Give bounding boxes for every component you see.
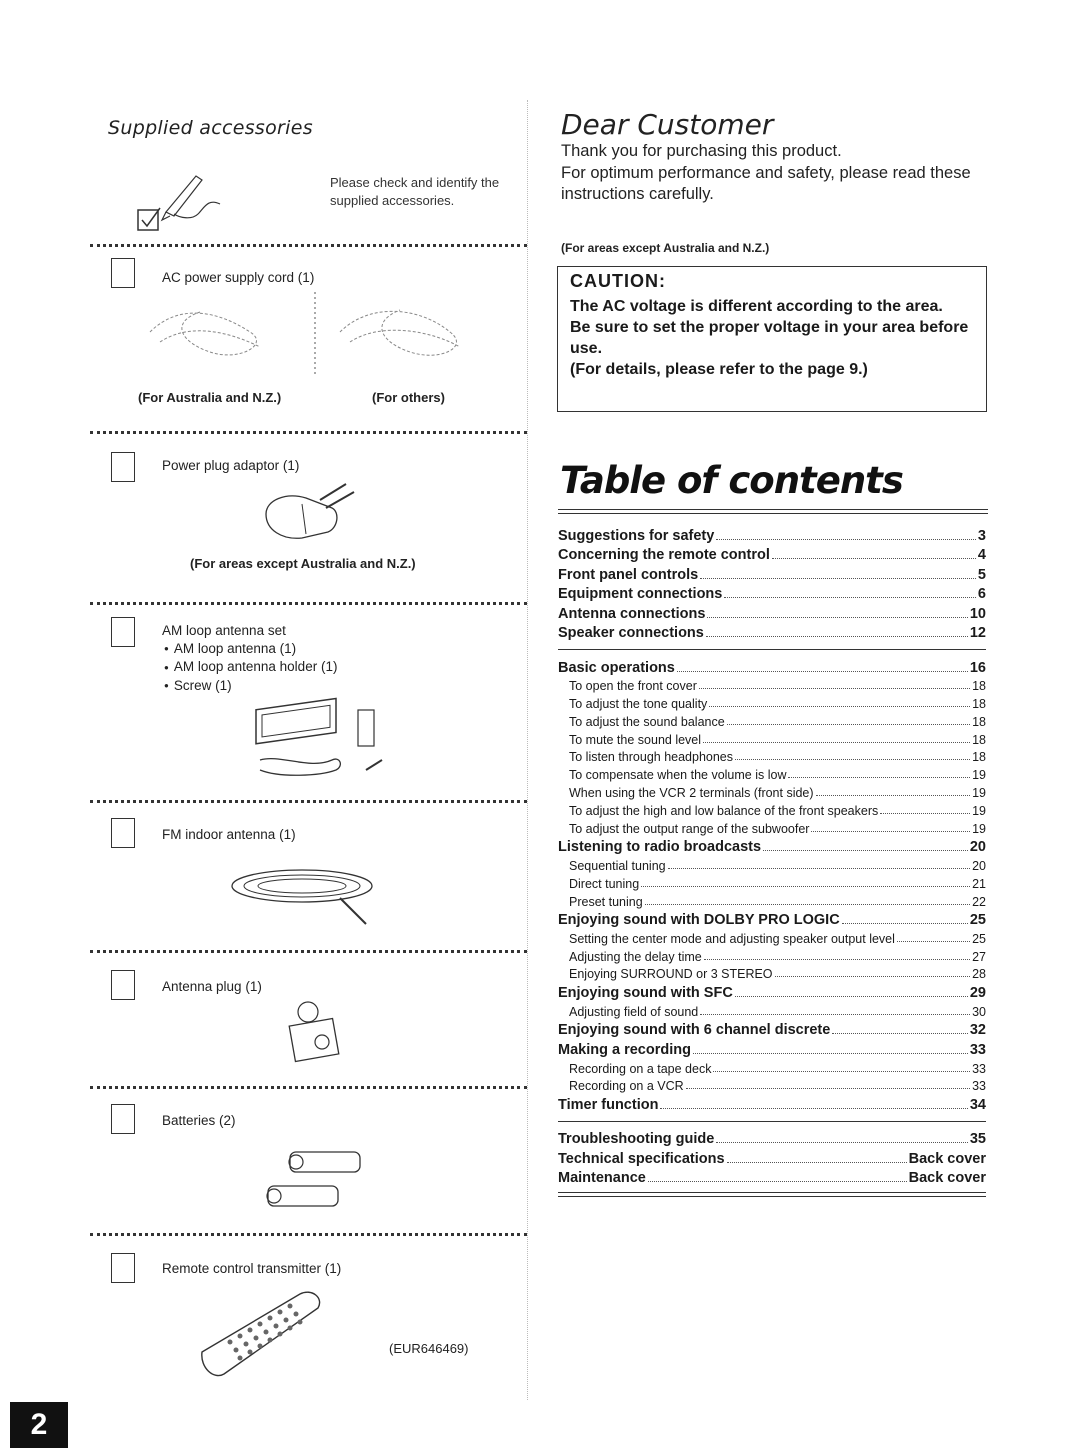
toc-leader-dots: [645, 904, 970, 905]
performance-text: For optimum performance and safety, please read these instructions carefully.: [561, 164, 971, 203]
toc-entry[interactable]: [558, 1038, 986, 1058]
toc-entry-page: 19: [972, 821, 986, 836]
toc-entry[interactable]: [558, 909, 986, 929]
toc-entry-title: To listen through headphones: [569, 750, 734, 765]
toc-entry[interactable]: [558, 1001, 986, 1019]
accessories-intro: Please check and identify the supplied accessories.: [330, 175, 500, 208]
toc-entry[interactable]: [558, 873, 986, 891]
toc-entry-title: Speaker connections: [558, 625, 704, 641]
toc-leader-dots: [716, 539, 976, 540]
toc-leader-dots: [709, 706, 970, 707]
thanks-text: Thank you for purchasing this product.: [561, 142, 842, 160]
toc-entry-title: To adjust the high and low balance of the front speakers: [569, 803, 879, 818]
toc-leader-dots: [811, 831, 970, 832]
toc-entry-page: 18: [972, 714, 986, 729]
toc-entry-title: To adjust the sound balance: [569, 714, 725, 729]
toc-entry[interactable]: [558, 602, 986, 622]
toc-entry-title: Troubleshooting guide: [558, 1131, 715, 1148]
toc-entry-title: Sequential tuning: [569, 858, 666, 873]
toc-entry[interactable]: [558, 1167, 986, 1187]
toc-leader-dots: [704, 959, 970, 960]
accessories-heading: Supplied accessories: [108, 117, 313, 139]
toc-entry-title: Enjoying sound with 6 channel discrete: [558, 1022, 831, 1039]
checkbox-plug-adaptor[interactable]: [111, 452, 135, 482]
toc-entry-page: 28: [972, 967, 986, 982]
item-label-plug-adaptor: Power plug adaptor (1): [162, 458, 300, 473]
toc-entry-title: Recording on a VCR: [569, 1079, 684, 1094]
toc-entry-title: Timer function: [558, 1096, 659, 1113]
toc-entry[interactable]: [558, 764, 986, 782]
toc-entry-title: To adjust the output range of the subwoofer: [569, 821, 810, 836]
remote-model-code: (EUR646469): [389, 1341, 469, 1356]
toc-leader-dots: [703, 742, 970, 743]
toc-entry[interactable]: [558, 981, 986, 1001]
toc-leader-dots: [699, 688, 970, 689]
toc-leader-dots: [788, 777, 970, 778]
toc-entry-title: Preset tuning: [569, 894, 643, 909]
toc-entry-title: Suggestions for safety: [558, 527, 715, 544]
toc-entry[interactable]: [558, 676, 986, 694]
toc-entry[interactable]: [558, 818, 986, 836]
toc-entry-page: 4: [977, 547, 986, 563]
item-label-antenna-plug: Antenna plug (1): [162, 979, 262, 994]
separator: [90, 1086, 527, 1089]
toc-entry[interactable]: [558, 656, 986, 676]
toc-entry[interactable]: [558, 1128, 986, 1148]
toc-entry[interactable]: [558, 622, 986, 642]
am-antenna-parts-list: [164, 640, 337, 695]
toc-entry[interactable]: [558, 583, 986, 603]
checklist-pen-icon: [136, 168, 226, 232]
toc-entry-title: Equipment connections: [558, 586, 723, 602]
toc-entry[interactable]: [558, 729, 986, 747]
toc-entry-title: Enjoying SURROUND or 3 STEREO: [569, 967, 773, 982]
toc-entry-page: 3: [977, 527, 986, 544]
toc-entry-title: Making a recording: [558, 1041, 691, 1058]
toc-entry-title: Recording on a tape deck: [569, 1061, 712, 1076]
toc-entry[interactable]: [558, 1093, 986, 1113]
dear-customer-title: Dear Customer: [561, 108, 774, 141]
checkbox-am-antenna[interactable]: [111, 617, 135, 647]
caution-title: CAUTION:: [570, 271, 666, 291]
toc-entry-page: 25: [969, 912, 986, 929]
toc-entry[interactable]: [558, 855, 986, 873]
antenna-plug-icon: [282, 998, 352, 1068]
checkbox-batteries[interactable]: [111, 1104, 135, 1134]
toc-entry-page: 20: [969, 839, 986, 856]
checkbox-remote[interactable]: [111, 1253, 135, 1283]
toc-leader-dots: [735, 759, 970, 760]
toc-entry-page: Back cover: [908, 1150, 986, 1167]
toc-entry-page: 21: [972, 876, 986, 891]
toc-leader-dots: [727, 1162, 907, 1163]
toc-entry-page: 33: [972, 1061, 986, 1076]
caution-areas-note: (For areas except Australia and N.Z.): [561, 241, 770, 255]
toc-leader-dots: [693, 1053, 968, 1054]
toc-entry-page: Back cover: [908, 1170, 986, 1187]
toc-entry-title: Basic operations: [558, 659, 675, 676]
toc-leader-dots: [727, 724, 970, 725]
toc-entry[interactable]: [558, 747, 986, 765]
toc-entry[interactable]: [558, 563, 986, 583]
toc-entry-page: 18: [972, 697, 986, 712]
toc-entry-page: 18: [972, 750, 986, 765]
toc-entry-title: Enjoying sound with SFC: [558, 984, 733, 1001]
toc-entry-page: 33: [972, 1079, 986, 1094]
page-number: 2: [10, 1402, 68, 1448]
toc-leader-dots: [724, 597, 976, 598]
toc-leader-dots: [706, 636, 968, 637]
toc-entry[interactable]: [558, 800, 986, 818]
toc-entry-title: Maintenance: [558, 1170, 646, 1187]
toc-rule: [558, 513, 988, 514]
separator: [90, 950, 527, 953]
toc-entry-title: Listening to radio broadcasts: [558, 839, 762, 856]
loop-antenna-icon: [240, 700, 390, 782]
separator: [90, 244, 527, 247]
toc-entry-page: 35: [969, 1131, 986, 1148]
toc-entry-page: 18: [972, 679, 986, 694]
toc-entry-page: 30: [972, 1004, 986, 1019]
toc-leader-dots: [775, 976, 971, 977]
toc-leader-dots: [700, 1014, 970, 1015]
toc-leader-dots: [842, 923, 968, 924]
toc-leader-dots: [716, 1142, 968, 1143]
toc-entry-page: 16: [969, 659, 986, 676]
toc-entry-page: 32: [969, 1022, 986, 1039]
caption-others: (For others): [372, 390, 445, 405]
toc-entry[interactable]: [558, 693, 986, 711]
toc-entry[interactable]: [558, 836, 986, 856]
caution-line: The AC voltage is different according to the area.: [570, 298, 943, 315]
toc-leader-dots: [713, 1071, 970, 1072]
toc-leader-dots: [897, 941, 970, 942]
toc-entry-title: Concerning the remote control: [558, 547, 770, 563]
list-item: ● AM loop antenna holder (1): [164, 658, 337, 676]
item-label-batteries: Batteries (2): [162, 1113, 236, 1128]
toc-entry[interactable]: [558, 1058, 986, 1076]
checkbox-fm-antenna[interactable]: [111, 818, 135, 848]
fm-antenna-icon: [220, 862, 390, 932]
toc-list: [558, 524, 986, 1197]
toc-entry-title: When using the VCR 2 terminals (front side): [569, 786, 814, 801]
toc-entry-title: To compensate when the volume is low: [569, 768, 787, 783]
toc-entry[interactable]: [558, 1019, 986, 1039]
toc-entry[interactable]: [558, 782, 986, 800]
toc-entry-page: 25: [972, 931, 986, 946]
toc-entry[interactable]: [558, 711, 986, 729]
caution-line: Be sure to set the proper voltage in your area before use.: [570, 319, 969, 357]
toc-entry-title: Front panel controls: [558, 566, 699, 583]
toc-end-rule: [558, 1192, 986, 1197]
toc-leader-dots: [668, 868, 970, 869]
caption-australia: (For Australia and N.Z.): [138, 390, 282, 405]
toc-title: Table of contents: [560, 459, 903, 502]
toc-entry-page: 27: [972, 949, 986, 964]
toc-entry-page: 19: [972, 786, 986, 801]
toc-entry-title: Adjusting the delay time: [569, 949, 702, 964]
toc-leader-dots: [677, 671, 968, 672]
toc-entry-title: To open the front cover: [569, 679, 697, 694]
toc-entry-page: 19: [972, 803, 986, 818]
remote-control-icon: [196, 1290, 336, 1380]
plug-adaptor-icon: [262, 478, 358, 542]
power-cord-icon: [140, 292, 500, 378]
item-label-fm-antenna: FM indoor antenna (1): [162, 827, 296, 842]
toc-leader-dots: [763, 850, 968, 851]
toc-leader-dots: [686, 1088, 970, 1089]
toc-leader-dots: [772, 558, 976, 559]
toc-entry-page: 33: [969, 1041, 986, 1058]
item-label-remote: Remote control transmitter (1): [162, 1261, 342, 1276]
toc-entry[interactable]: [558, 1147, 986, 1167]
toc-entry[interactable]: [558, 891, 986, 909]
list-item: ● Screw (1): [164, 677, 337, 695]
toc-section-rule: [558, 649, 986, 650]
caution-line: (For details, please refer to the page 9.): [570, 361, 868, 378]
separator: [90, 431, 527, 434]
toc-leader-dots: [880, 813, 970, 814]
toc-leader-dots: [832, 1033, 968, 1034]
toc-leader-dots: [816, 795, 971, 796]
toc-entry-page: 10: [969, 605, 986, 622]
item-label-am-antenna: AM loop antenna set: [162, 623, 286, 638]
caption-areas: (For areas except Australia and N.Z.): [190, 556, 416, 571]
checkbox-ac-cord[interactable]: [111, 258, 135, 288]
toc-entry-title: Antenna connections: [558, 605, 706, 622]
toc-leader-dots: [735, 996, 968, 997]
toc-entry[interactable]: [558, 544, 986, 564]
toc-entry-title: Technical specifications: [558, 1150, 725, 1167]
toc-entry[interactable]: [558, 946, 986, 964]
toc-entry-title: Enjoying sound with DOLBY PRO LOGIC: [558, 912, 840, 929]
toc-entry-title: Adjusting field of sound: [569, 1004, 699, 1019]
item-label-ac-cord: AC power supply cord (1): [162, 270, 315, 285]
caution-box: [557, 266, 987, 412]
toc-entry-page: 6: [977, 586, 986, 602]
toc-entry[interactable]: [558, 1076, 986, 1094]
toc-entry-page: 19: [972, 768, 986, 783]
toc-entry-page: 34: [969, 1096, 986, 1113]
separator: [90, 800, 527, 803]
toc-entry-page: 29: [969, 984, 986, 1001]
toc-entry-title: To adjust the tone quality: [569, 697, 708, 712]
separator: [90, 602, 527, 605]
list-item: ● AM loop antenna (1): [164, 640, 337, 658]
toc-leader-dots: [700, 578, 976, 579]
toc-leader-dots: [648, 1181, 907, 1182]
toc-entry-page: 5: [977, 566, 986, 583]
toc-entry-page: 20: [972, 858, 986, 873]
toc-entry-title: Setting the center mode and adjusting speaker output level: [569, 931, 895, 946]
toc-entry-title: Direct tuning: [569, 876, 640, 891]
toc-entry-page: 12: [969, 625, 986, 641]
checkbox-antenna-plug[interactable]: [111, 970, 135, 1000]
toc-entry-page: 22: [972, 894, 986, 909]
toc-leader-dots: [641, 886, 970, 887]
toc-rule: [558, 509, 988, 510]
toc-entry-page: 18: [972, 732, 986, 747]
toc-entry[interactable]: [558, 928, 986, 946]
toc-entry[interactable]: [558, 524, 986, 544]
battery-icon: [264, 1148, 364, 1212]
separator: [90, 1233, 527, 1236]
toc-entry[interactable]: [558, 964, 986, 982]
toc-entry-title: To mute the sound level: [569, 732, 702, 747]
toc-leader-dots: [707, 617, 967, 618]
toc-section-rule: [558, 1121, 986, 1122]
toc-leader-dots: [660, 1108, 967, 1109]
